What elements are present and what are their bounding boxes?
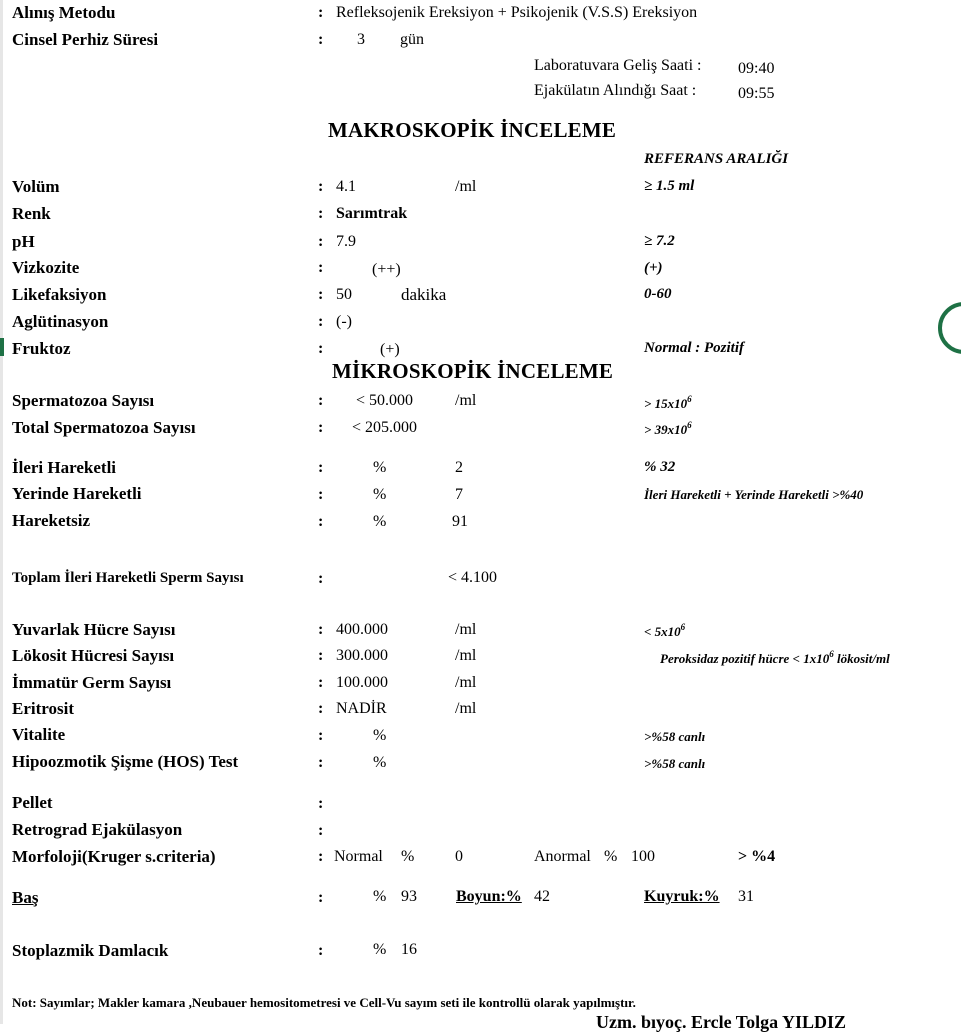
signature: Uzm. bıyoç. Ercle Tolga YILDIZ (596, 1012, 847, 1032)
total-progressive-value: < 4.100 (448, 569, 498, 586)
morphology-label: Morfoloji(Kruger s.criteria) (12, 847, 216, 866)
reference-header: REFERANS ARALIĞI (644, 151, 789, 167)
collection-value: 09:55 (738, 85, 775, 102)
erythrocyte-value: NADİR (336, 700, 387, 717)
colon: : (318, 178, 324, 195)
nonprogressive-label: Yerinde Hareketli (12, 484, 142, 503)
immature-unit: /ml (455, 674, 477, 691)
sheet-edge (0, 0, 3, 1024)
colon: : (318, 621, 324, 638)
viscosity-value: (++) (372, 261, 401, 278)
color-value: Sarımtrak (336, 205, 408, 222)
hos-percent: % (373, 754, 387, 771)
immature-label: İmmatür Germ Sayısı (12, 673, 172, 692)
colon: : (318, 674, 324, 691)
colon: : (318, 700, 324, 717)
viscosity-label: Vizkozite (12, 258, 80, 277)
agglutination-label: Aglütinasyon (12, 312, 109, 331)
leukocyte-label: Lökosit Hücresi Sayısı (12, 646, 175, 665)
colon: : (318, 419, 324, 436)
round-cell-ref: < $5x10^6$ (644, 622, 686, 639)
neck-value: 42 (534, 888, 550, 905)
colon: : (318, 459, 324, 476)
colon: : (318, 233, 324, 250)
erythrocyte-unit: /ml (455, 700, 477, 717)
total-count-label: Total Spermatozoa Sayısı (12, 418, 196, 437)
nonprogressive-value: 7 (455, 486, 463, 503)
fructose-value: (+) (380, 341, 400, 358)
abstinence-value: 3 (357, 31, 365, 48)
colon: : (318, 889, 324, 906)
morph-normal-percent: % (401, 848, 415, 865)
colon: : (318, 4, 324, 21)
immotile-value: 91 (452, 513, 468, 530)
lab-arrival-label: Laboratuvara Geliş Saati : (534, 57, 702, 74)
cytoplasmic-percent: % (373, 941, 387, 958)
colon: : (318, 647, 324, 664)
liquefaction-label: Likefaksiyon (12, 285, 107, 304)
volume-value: 4.1 (336, 178, 356, 195)
sperm-count-label: Spermatozoa Sayısı (12, 391, 155, 410)
macro-title: MAKROSKOPİK İNCELEME (328, 118, 617, 142)
round-cell-unit: /ml (455, 621, 477, 638)
progressive-ref: % 32 (644, 459, 676, 475)
colon: : (318, 259, 324, 276)
colon: : (318, 848, 324, 865)
fructose-label: Fruktoz (12, 339, 71, 358)
morph-abnormal-label: Anormal (534, 848, 591, 865)
tail-value: 31 (738, 888, 754, 905)
colon: : (318, 313, 324, 330)
pellet-label: Pellet (12, 793, 53, 812)
abstinence-unit: gün (400, 31, 424, 48)
cytoplasmic-value: 16 (401, 941, 417, 958)
colon: : (318, 570, 324, 587)
ph-label: pH (12, 232, 35, 251)
ph-ref: ≥ 7.2 (644, 233, 675, 249)
row-marker (0, 338, 4, 356)
head-value: 93 (401, 888, 417, 905)
vitality-label: Vitalite (12, 725, 66, 744)
progressive-label: İleri Hareketli (12, 458, 117, 477)
vitality-percent: % (373, 727, 387, 744)
head-label: Baş (12, 888, 39, 907)
volume-unit: /ml (455, 178, 477, 195)
neck-label: Boyun:% (456, 888, 522, 905)
leukocyte-ref: Peroksidaz pozitif hücre < $1x10^6$ lökosit/ml (660, 649, 890, 666)
immotile-label: Hareketsiz (12, 511, 91, 530)
colon: : (318, 205, 324, 222)
liquefaction-value: 50 (336, 286, 352, 303)
total-progressive-label: Toplam İleri Hareketli Sperm Sayısı (12, 570, 244, 586)
morph-ref: > %4 (738, 848, 776, 865)
morph-normal-value: 0 (455, 848, 463, 865)
colon: : (318, 727, 324, 744)
colon: : (318, 31, 324, 48)
round-cell-label: Yuvarlak Hücre Sayısı (12, 620, 176, 639)
leukocyte-unit: /ml (455, 647, 477, 664)
colon: : (318, 513, 324, 530)
micro-title: MİKROSKOPİK İNCELEME (332, 359, 614, 383)
erythrocyte-label: Eritrosit (12, 699, 75, 718)
sperm-count-unit: /ml (455, 392, 477, 409)
lab-arrival-value: 09:40 (738, 60, 775, 77)
tail-label: Kuyruk:% (644, 888, 720, 905)
head-percent: % (373, 888, 387, 905)
immotile-percent: % (373, 513, 387, 530)
leukocyte-value: 300.000 (336, 647, 388, 664)
sperm-count-value: < 50.000 (356, 392, 414, 409)
morph-abnormal-percent: % (604, 848, 618, 865)
agglutination-value: (-) (336, 313, 352, 330)
fructose-ref: Normal : Pozitif (644, 340, 744, 356)
progressive-percent: % (373, 459, 387, 476)
colon: : (318, 942, 324, 959)
colon: : (318, 392, 324, 409)
ph-value: 7.9 (336, 233, 356, 250)
retrograde-label: Retrograd Ejakülasyon (12, 820, 183, 839)
colon: : (318, 340, 324, 357)
immature-value: 100.000 (336, 674, 388, 691)
nonprogressive-ref: İleri Hareketli + Yerinde Hareketli >%40 (644, 487, 864, 502)
progressive-value: 2 (455, 459, 463, 476)
colon: : (318, 754, 324, 771)
collection-label: Ejakülatın Alındığı Saat : (534, 82, 697, 99)
total-count-ref: > $39x10^6$ (644, 420, 692, 437)
cytoplasmic-label: Stoplazmik Damlacık (12, 941, 169, 960)
round-cell-value: 400.000 (336, 621, 388, 638)
liquefaction-ref: 0-60 (644, 286, 672, 302)
sperm-count-ref: > $15x10^6$ (644, 394, 692, 411)
colon: : (318, 286, 324, 303)
note: Not: Sayımlar; Makler kamara ,Neubauer hemositometresi ve Cell-Vu sayım seti ile kontrollü olarak yapılmıştır. (12, 995, 636, 1010)
volume-label: Volüm (12, 177, 60, 196)
liquefaction-unit: dakika (401, 285, 447, 304)
morph-abnormal-value: 100 (631, 848, 655, 865)
colon: : (318, 795, 324, 812)
abstinence-label: Cinsel Perhiz Süresi (12, 30, 159, 49)
morph-normal-label: Normal (334, 848, 383, 865)
scroll-indicator[interactable] (938, 302, 961, 354)
method-label: Alınış Metodu (12, 3, 116, 22)
method-value: Refleksojenik Ereksiyon + Psikojenik (V.S.S) Ereksiyon (336, 4, 698, 21)
nonprogressive-percent: % (373, 486, 387, 503)
colon: : (318, 822, 324, 839)
color-label: Renk (12, 204, 51, 223)
colon: : (318, 486, 324, 503)
hos-label: Hipoozmotik Şişme (HOS) Test (12, 752, 239, 771)
volume-ref: ≥ 1.5 ml (644, 178, 695, 194)
hos-ref: >%58 canlı (644, 756, 706, 771)
vitality-ref: >%58 canlı (644, 729, 706, 744)
viscosity-ref: (+) (644, 260, 663, 276)
total-count-value: < 205.000 (352, 419, 418, 436)
